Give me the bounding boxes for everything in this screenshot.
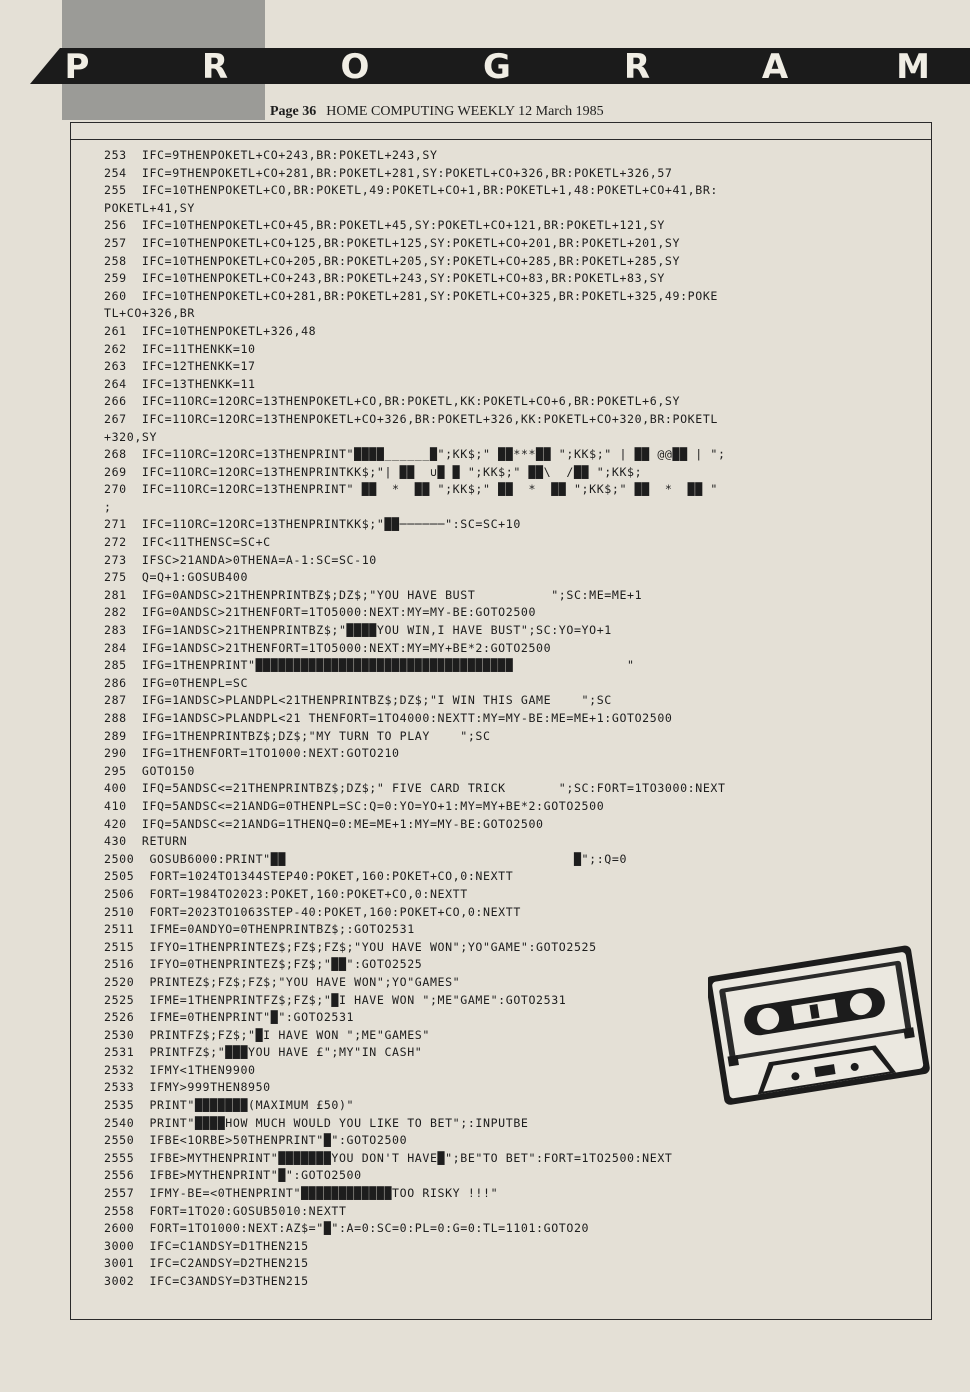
listing-line: 2555 IFBE>MYTHENPRINT"███████YOU DON'T HAVE█";BE"TO BET":FORT=1TO2500:NEXT — [104, 1150, 673, 1165]
listing-line: 285 IFG=1THENPRINT"██████████████████████████████████ " — [104, 658, 635, 673]
listing-line: +320,SY — [104, 429, 158, 444]
listing-line: 260 IFC=10THENPOKETL+CO+281,BR:POKETL+281,SY:POKETL+CO+325,BR:POKETL+325,49:POKE — [104, 288, 718, 303]
listing-line: 272 IFC<11THENSC=SC+C — [104, 535, 271, 550]
banner-letter-r: R — [201, 47, 229, 87]
listing-line: 2525 IFME=1THENPRINTFZ$;FZ$;"█I HAVE WON ";ME"GAME":GOTO2531 — [104, 992, 567, 1007]
listing-line: 284 IFG=1ANDSC>21THENFORT=1TO5000:NEXT:MY=MY+BE*2:GOTO2500 — [104, 640, 552, 655]
listing-line: 287 IFG=1ANDSC>PLANDPL<21THENPRINTBZ$;DZ$;"I WIN THIS GAME ";SC — [104, 693, 612, 708]
listing-line: 400 IFQ=5ANDSC<=21THENPRINTBZ$;DZ$;" FIVE CARD TRICK ";SC:FORT=1TO3000:NEXT — [104, 781, 726, 796]
listing-line: 271 IFC=11ORC=12ORC=13THENPRINTKK$;"██──────":SC=SC+10 — [104, 517, 521, 532]
listing-line: 2540 PRINT"████HOW MUCH WOULD YOU LIKE TO BET";:INPUTBE — [104, 1115, 529, 1130]
listing-line: 286 IFG=0THENPL=SC — [104, 675, 249, 690]
listing-line: 259 IFC=10THENPOKETL+CO+243,BR:POKETL+243,SY:POKETL+CO+83,BR:POKETL+83,SY — [104, 271, 665, 286]
listing-line: POKETL+41,SY — [104, 200, 195, 215]
listing-line: 2510 FORT=2023TO1063STEP-40:POKET,160:POKET+CO,0:NEXTT — [104, 904, 521, 919]
listing-line: 3001 IFC=C2ANDSY=D2THEN215 — [104, 1256, 309, 1271]
listing-line: 261 IFC=10THENPOKETL+326,48 — [104, 323, 317, 338]
listing-line: 275 Q=Q+1:GOSUB400 — [104, 570, 249, 585]
listing-line: 2530 PRINTFZ$;FZ$;"█I HAVE WON ";ME"GAMES" — [104, 1027, 430, 1042]
banner-letter-a: A — [761, 47, 789, 87]
page-number: Page 36 — [270, 104, 317, 119]
listing-line: 253 IFC=9THENPOKETL+CO+243,BR:POKETL+243,SY — [104, 148, 438, 162]
listing-line: 2550 IFBE<1ORBE>50THENPRINT"█":GOTO2500 — [104, 1133, 408, 1148]
listing-line: 2535 PRINT"███████(MAXIMUM £50)" — [104, 1098, 355, 1113]
listing-line: 3002 IFC=C3ANDSY=D3THEN215 — [104, 1274, 309, 1288]
listing-line: 2520 PRINTEZ$;FZ$;FZ$;"YOU HAVE WON";YO"GAMES" — [104, 974, 461, 989]
listing-line: 2526 IFME=0THENPRINT"█":GOTO2531 — [104, 1010, 355, 1025]
listing-line: 2556 IFBE>MYTHENPRINT"█":GOTO2500 — [104, 1168, 362, 1183]
listing-line: 269 IFC=11ORC=12ORC=13THENPRINTKK$;"| ██ ∪█ █ ";KK$;" ██\ /██ ";KK$; — [104, 464, 643, 479]
listing-line: 2600 FORT=1TO1000:NEXT:AZ$="█":A=0:SC=0:PL=0:G=0:TL=1101:GOTO20 — [104, 1221, 590, 1236]
publication-line: HOME COMPUTING WEEKLY 12 March 1985 — [326, 104, 604, 119]
listing-line: 257 IFC=10THENPOKETL+CO+125,BR:POKETL+125,SY:POKETL+CO+201,BR:POKETL+201,SY — [104, 235, 681, 250]
listing-line: 2557 IFMY-BE=<0THENPRINT"████████████TOO RISKY !!!" — [104, 1186, 499, 1201]
page-header — [270, 104, 604, 120]
banner-letter-g: G — [483, 47, 511, 87]
listing-line: TL+CO+326,BR — [104, 306, 195, 321]
listing-line: 288 IFG=1ANDSC>PLANDPL<21 THENFORT=1TO4000:NEXTT:MY=MY-BE:ME=ME+1:GOTO2500 — [104, 711, 673, 725]
listing-line: 290 IFG=1THENFORT=1TO1000:NEXT:GOTO210 — [104, 746, 400, 761]
listing-line: 2533 IFMY>999THEN8950 — [104, 1080, 271, 1095]
listing-line: 281 IFG=0ANDSC>21THENPRINTBZ$;DZ$;"YOU HAVE BUST ";SC:ME=ME+1 — [104, 587, 643, 602]
listing-line: 282 IFG=0ANDSC>21THENFORT=1TO5000:NEXT:MY=MY-BE:GOTO2500 — [104, 605, 537, 620]
listing-line: 2500 GOSUB6000:PRINT"██ █";:Q=0 — [104, 851, 628, 866]
listing-line: 255 IFC=10THENPOKETL+CO,BR:POKETL,49:POKETL+CO+1,BR:POKETL+1,48:POKETL+CO+41,BR: — [104, 183, 718, 198]
banner-letter-p: P — [64, 47, 90, 87]
banner-letter-m: M — [896, 47, 930, 87]
listing-line: 254 IFC=9THENPOKETL+CO+281,BR:POKETL+281,SY:POKETL+CO+326,BR:POKETL+326,57 — [104, 165, 673, 180]
listing-line: 289 IFG=1THENPRINTBZ$;DZ$;"MY TURN TO PLAY ";SC — [104, 728, 491, 743]
listing-line: 273 IFSC>21ANDA>0THENA=A-1:SC=SC-10 — [104, 552, 377, 567]
listing-line: 3000 IFC=C1ANDSY=D1THEN215 — [104, 1238, 309, 1253]
listing-line: ; — [104, 499, 112, 514]
listing-line: 2558 FORT=1TO20:GOSUB5010:NEXTT — [104, 1203, 347, 1218]
listing-line: 2505 FORT=1024TO1344STEP40:POKET,160:POKET+CO,0:NEXTT — [104, 869, 514, 884]
listing-line: 2532 IFMY<1THEN9900 — [104, 1062, 256, 1077]
listing-line: 410 IFQ=5ANDSC<=21ANDG=0THENPL=SC:Q=0:YO=YO+1:MY=MY+BE*2:GOTO2500 — [104, 798, 605, 813]
listing-frame-top-rule — [70, 122, 932, 140]
listing-line: 2515 IFYO=1THENPRINTEZ$;FZ$;FZ$;"YOU HAVE WON";YO"GAME":GOTO2525 — [104, 939, 597, 954]
listing-line: 264 IFC=13THENKK=11 — [104, 376, 256, 391]
listing-line: 2531 PRINTFZ$;"███YOU HAVE £";MY"IN CASH" — [104, 1045, 423, 1060]
listing-line: 270 IFC=11ORC=12ORC=13THENPRINT" ██ * ██ ";KK$;" ██ * ██ ";KK$;" ██ * ██ " — [104, 482, 718, 497]
listing-line: 258 IFC=10THENPOKETL+CO+205,BR:POKETL+205,SY:POKETL+CO+285,BR:POKETL+285,SY — [104, 253, 681, 268]
listing-line: 420 IFQ=5ANDSC<=21ANDG=1THENQ=0:ME=ME+1:MY=MY-BE:GOTO2500 — [104, 816, 544, 831]
banner-letter-r: R — [623, 47, 651, 87]
basic-listing — [104, 147, 904, 1291]
listing-line: 267 IFC=11ORC=12ORC=13THENPOKETL+CO+326,BR:POKETL+326,KK:POKETL+CO+320,BR:POKETL — [104, 411, 718, 426]
listing-line: 2511 IFME=0ANDYO=0THENPRINTBZ$;:GOTO2531 — [104, 922, 415, 937]
listing-line: 256 IFC=10THENPOKETL+CO+45,BR:POKETL+45,SY:POKETL+CO+121,BR:POKETL+121,SY — [104, 218, 665, 233]
cassette-tape-illustration — [708, 938, 930, 1116]
listing-line: 263 IFC=12THENKK=17 — [104, 359, 256, 374]
listing-line: 266 IFC=11ORC=12ORC=13THENPOKETL+CO,BR:POKETL,KK:POKETL+CO+6,BR:POKETL+6,SY — [104, 394, 681, 409]
listing-line: 283 IFG=1ANDSC>21THENPRINTBZ$;"████YOU WIN,I HAVE BUST";SC:YO=YO+1 — [104, 623, 612, 638]
listing-line: 295 GOTO150 — [104, 763, 195, 778]
listing-line: 268 IFC=11ORC=12ORC=13THENPRINT"████______█";KK$;" ██***██ ";KK$;" | ██ @@██ | "; — [104, 447, 726, 462]
listing-line: 2516 IFYO=0THENPRINTEZ$;FZ$;"██":GOTO2525 — [104, 957, 423, 972]
banner-letter-o: O — [340, 47, 370, 87]
listing-line: 262 IFC=11THENKK=10 — [104, 341, 256, 356]
listing-line: 2506 FORT=1984TO2023:POKET,160:POKET+CO,0:NEXTT — [104, 886, 468, 901]
listing-line: 430 RETURN — [104, 834, 188, 849]
